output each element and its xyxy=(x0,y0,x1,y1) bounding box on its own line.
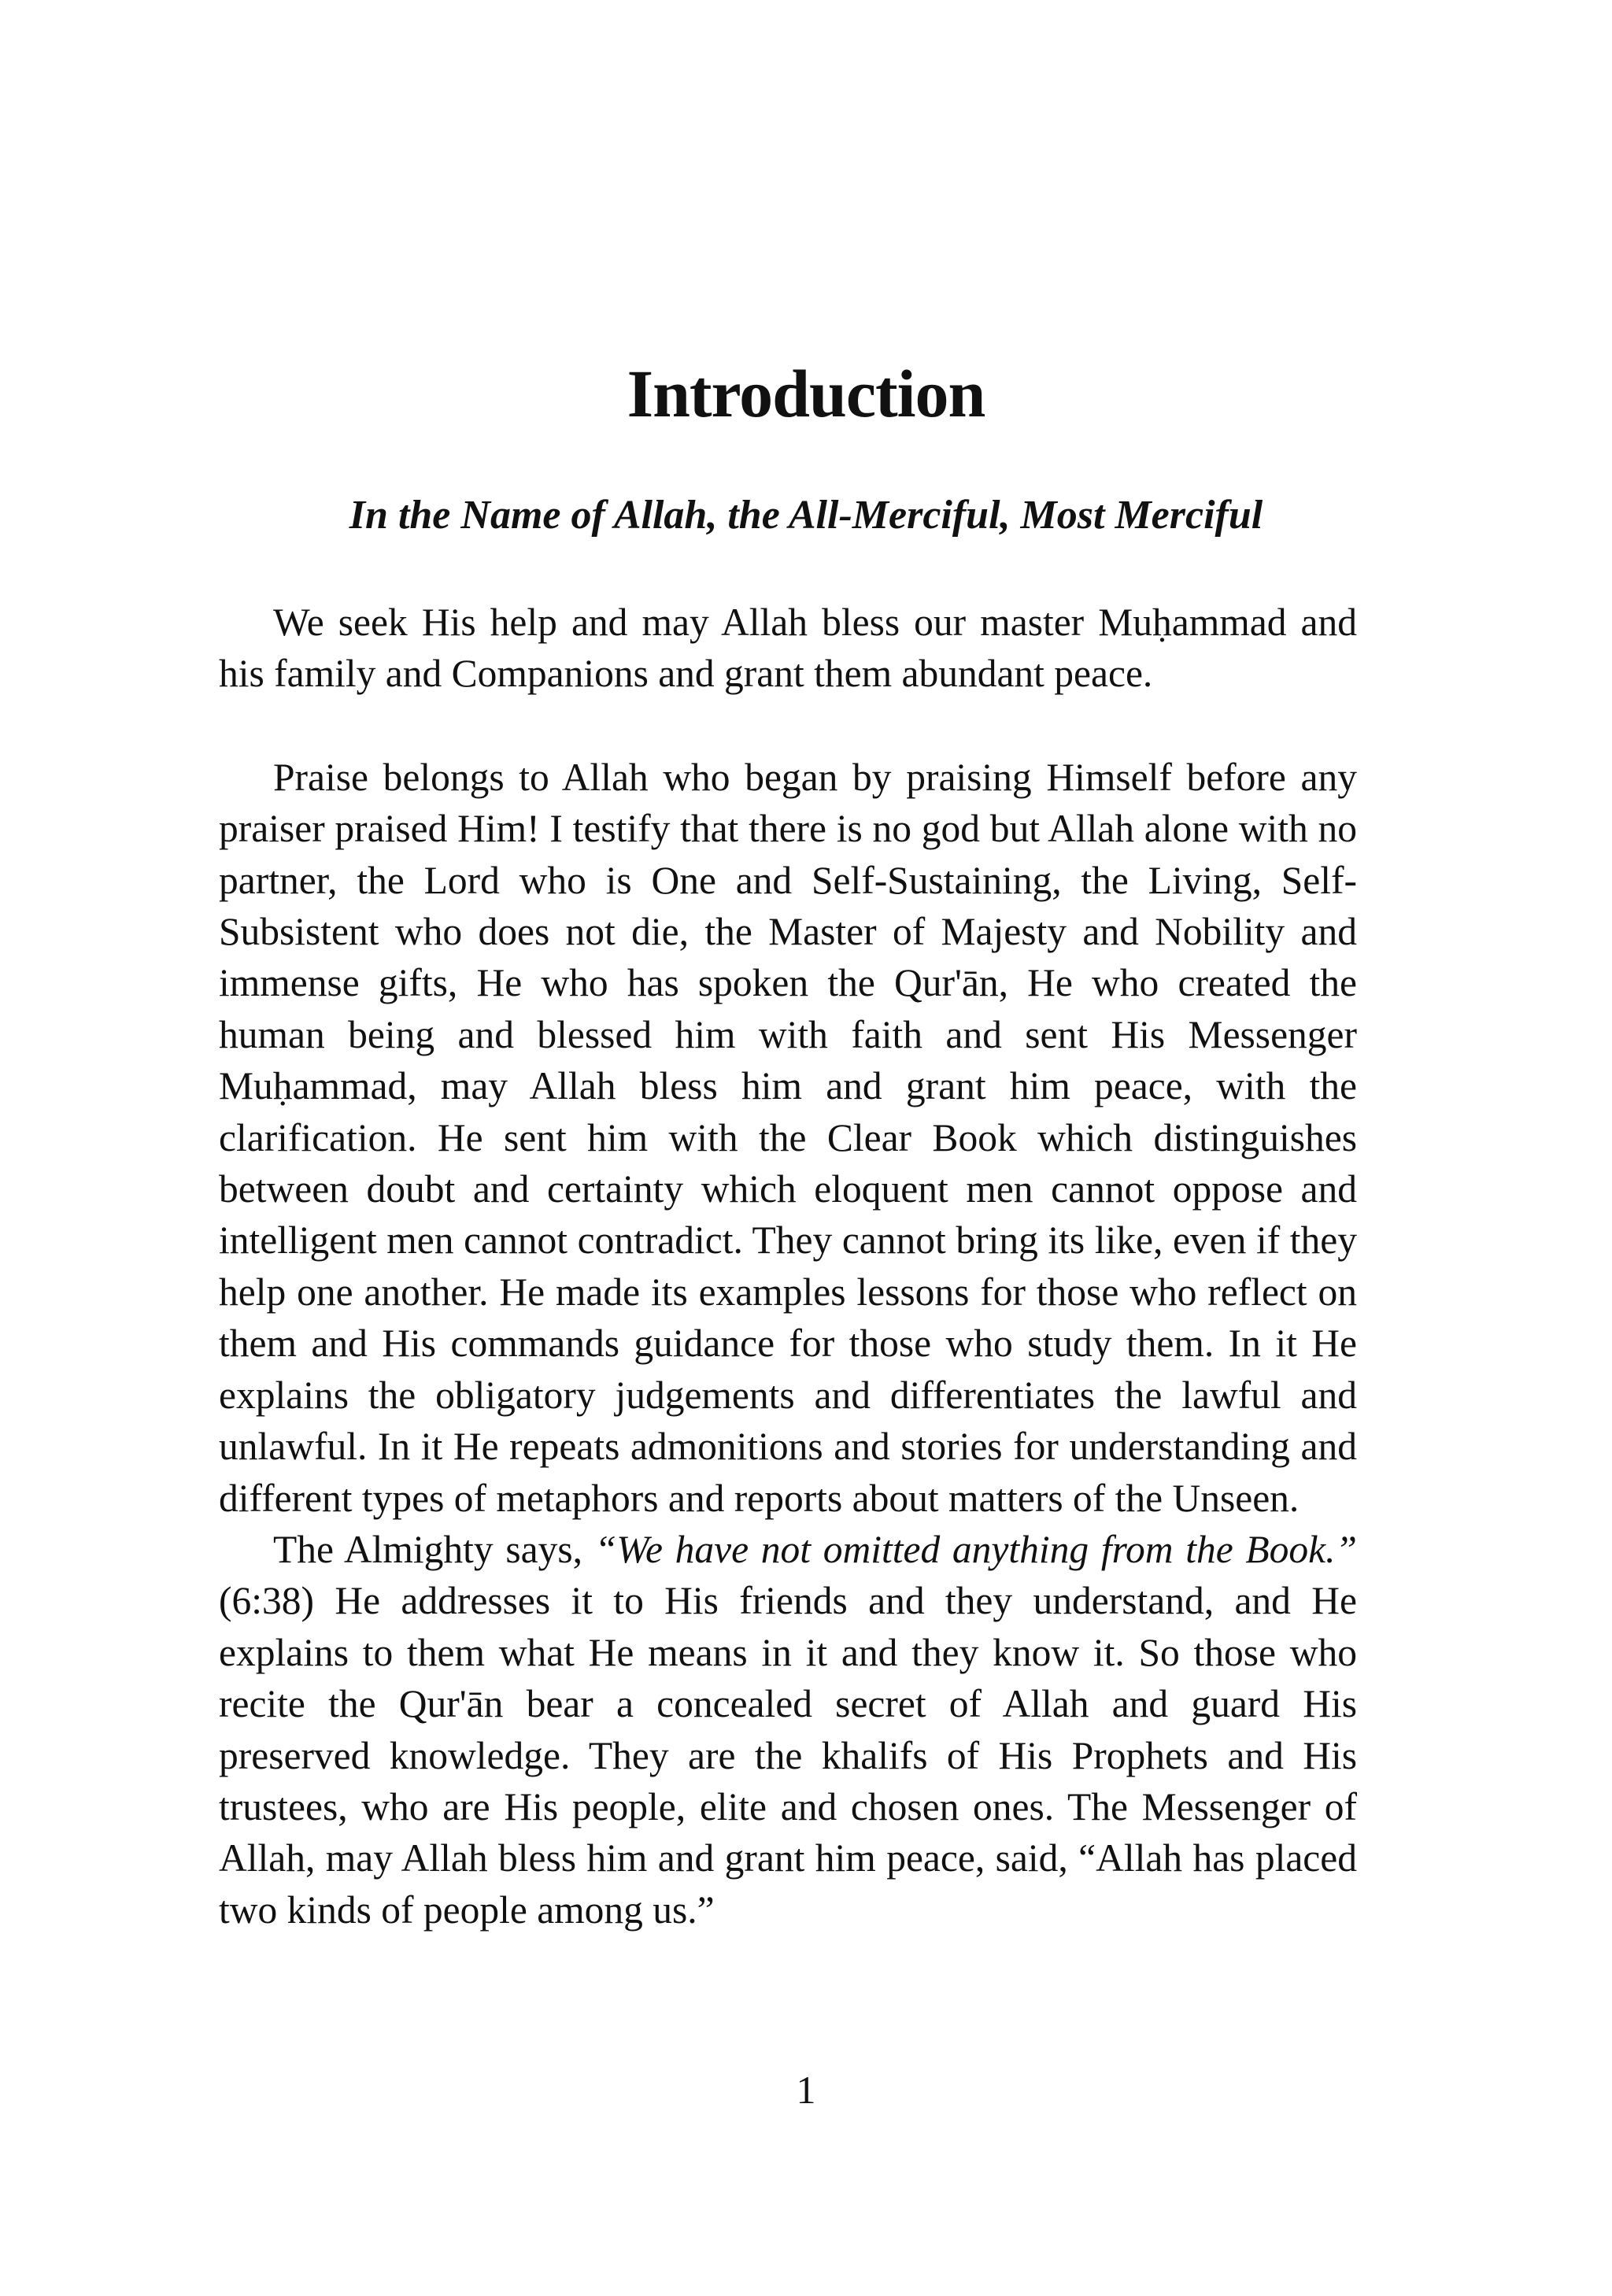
paragraph-1: We seek His help and may Allah bless our master Muḥammad and his family and Companions and grant them abundant peace. xyxy=(219,601,1357,696)
basmala-subtitle: In the Name of Allah, the All-Merciful, Most Merciful xyxy=(349,493,1263,538)
paragraph-3 xyxy=(219,1524,1357,1936)
quran-quote: “We have not omitted anything from the Book.” xyxy=(594,1527,1357,1571)
paragraph-2: Praise belongs to Allah who began by praising Himself before any praiser praised Him! I testify that there is no god but Allah alone with no partner, the Lord who is One and Self-Sustaining, the Living, Self-Subsistent who does not die, the Master of Majesty and Nobility and immense gifts, He who has spoken the Qur'ān, He who created the human being and blessed him with faith and sent His Messenger Muḥammad, may Allah bless him and grant him peace, with the clarification. He sent him with the Clear Book which distinguishes between doubt and certainty which eloquent men cannot oppose and intelligent men cannot contradict. They cannot bring its like, even if they help one another. He made its examples lessons for those who reflect on them and His commands guidance for those who study them. In it He explains the obligatory judgements and differentiates the lawful and unlawful. In it He repeats admonitions and stories for understanding and different types of metaphors and reports about matters of the Unseen. xyxy=(219,755,1357,1520)
page-number: 1 xyxy=(796,2068,816,2112)
page-title: Introduction xyxy=(627,356,985,431)
paragraph-3-rest: (6:38) He addresses it to His friends and they understand, and He explains to them what He means in it and they know it. So those who recite the Qur'ān bear a concealed secret of Allah and guard His preserved knowledge. They are the khalifs of His Prophets and His trustees, who are His people, elite and chosen ones. The Messenger of Allah, may Allah bless him and grant him peace, said, “Allah has placed two kinds of people among us.” xyxy=(219,1579,1357,1932)
body-text xyxy=(219,597,1357,1936)
paragraph-3-intro: The Almighty says, xyxy=(273,1527,595,1571)
